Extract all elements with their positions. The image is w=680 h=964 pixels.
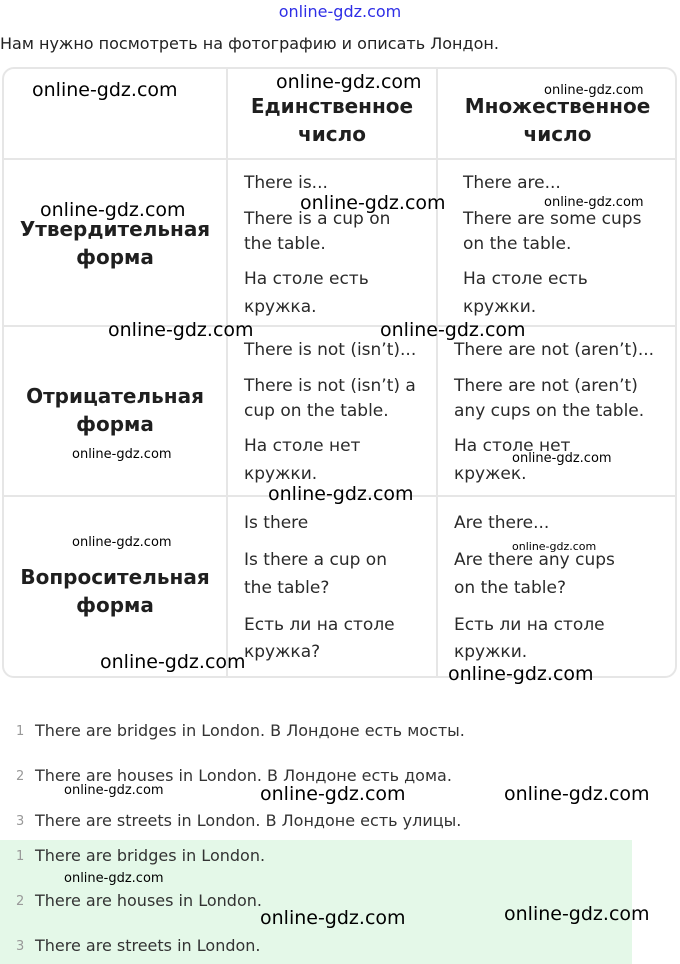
watermark: online-gdz.com: [504, 783, 650, 805]
watermark: online-gdz.com: [448, 663, 594, 685]
item-text: There are bridges in London. В Лондоне есть мосты.: [35, 721, 465, 740]
translation-line: На столе есть: [463, 269, 588, 289]
item-text: There are streets in London.: [35, 936, 261, 955]
intro-text: Нам нужно посмотреть на фотографию и описать Лондон.: [0, 34, 499, 53]
translation-line: На столе есть: [244, 269, 369, 289]
watermark: online-gdz.com: [64, 871, 164, 886]
example-line: any cups on the table.: [454, 401, 645, 421]
example-line: Are there...: [454, 513, 550, 533]
row-label-line: Вопросительная: [20, 565, 210, 589]
column-divider: [436, 69, 438, 676]
row-label-line: форма: [76, 593, 154, 617]
item-text: There are bridges in London.: [35, 846, 266, 865]
row-label-line: форма: [76, 412, 154, 436]
watermark: online-gdz.com: [544, 195, 644, 210]
translation-line: На столе нет: [454, 436, 571, 456]
item-text: There are streets in London. В Лондоне есть улицы.: [35, 811, 462, 830]
item-number: 1: [16, 724, 25, 739]
watermark: online-gdz.com: [40, 199, 186, 221]
example-line: There is...: [244, 173, 328, 193]
header-watermark: online-gdz.com: [278, 2, 402, 21]
column-header-line: Множественное: [464, 94, 651, 118]
column-header-line: Единственное: [250, 94, 414, 118]
watermark: online-gdz.com: [108, 319, 254, 341]
row-label-line: Отрицательная: [26, 384, 204, 408]
item-number: 3: [16, 939, 25, 954]
row-divider: [4, 158, 675, 160]
watermark: online-gdz.com: [512, 540, 597, 553]
watermark: online-gdz.com: [380, 319, 526, 341]
watermark: online-gdz.com: [276, 71, 422, 93]
example-line: There is a cup on: [244, 209, 391, 229]
item-number: 3: [16, 814, 25, 829]
watermark: online-gdz.com: [32, 79, 178, 101]
row-label-line: форма: [76, 245, 154, 269]
example-line: There are...: [463, 173, 561, 193]
item-number: 1: [16, 849, 25, 864]
watermark: online-gdz.com: [544, 83, 644, 98]
translation-line: кружек.: [454, 464, 527, 484]
column-header-line: число: [298, 122, 366, 146]
watermark: online-gdz.com: [268, 483, 414, 505]
column-header-singular: [228, 92, 436, 148]
translation-line: кружка?: [244, 642, 321, 662]
example-line: Is there a cup on: [244, 550, 387, 570]
item-number: 2: [16, 894, 25, 909]
translation-line: кружки.: [244, 464, 318, 484]
example-line: There are some cups: [463, 209, 642, 229]
example-line: There are not (aren’t): [454, 376, 638, 396]
example-line: There is not (isn’t) a: [244, 376, 416, 396]
column-header-line: число: [523, 122, 592, 146]
example-line: the table?: [244, 578, 330, 598]
example-line: on the table?: [454, 578, 566, 598]
translation-line: На столе нет: [244, 436, 361, 456]
row-label-question: [4, 563, 226, 619]
watermark: online-gdz.com: [260, 907, 406, 929]
watermark: online-gdz.com: [72, 535, 172, 550]
example-line: on the table.: [463, 234, 572, 254]
item-text: There are houses in London. В Лондоне есть дома.: [35, 766, 452, 785]
watermark: online-gdz.com: [260, 783, 406, 805]
item-text: There are houses in London.: [35, 891, 262, 910]
item-number: 2: [16, 769, 25, 784]
translation-line: кружки.: [463, 297, 537, 317]
watermark: online-gdz.com: [512, 451, 612, 466]
example-line: the table.: [244, 234, 326, 254]
example-line: cup on the table.: [244, 401, 389, 421]
translation-line: Есть ли на столе: [244, 615, 395, 635]
row-label-line: Утвердительная: [19, 217, 211, 241]
watermark: online-gdz.com: [300, 192, 446, 214]
example-line: There are not (aren’t)...: [454, 340, 655, 360]
example-line: Is there: [244, 513, 309, 533]
watermark: online-gdz.com: [100, 651, 246, 673]
column-header-plural: [438, 92, 677, 148]
translation-line: Есть ли на столе: [454, 615, 605, 635]
example-line: Are there any cups: [454, 550, 615, 570]
translation-line: кружка.: [244, 297, 317, 317]
watermark: online-gdz.com: [72, 447, 172, 462]
example-line: There is not (isn’t)...: [244, 340, 417, 360]
watermark: online-gdz.com: [504, 903, 650, 925]
translation-line: кружки.: [454, 642, 528, 662]
row-divider: [4, 325, 675, 327]
watermark: online-gdz.com: [64, 783, 164, 798]
row-label-negative: [4, 382, 226, 438]
column-divider: [226, 69, 228, 676]
row-label-affirmative: [4, 215, 226, 271]
grammar-table: [2, 67, 677, 678]
